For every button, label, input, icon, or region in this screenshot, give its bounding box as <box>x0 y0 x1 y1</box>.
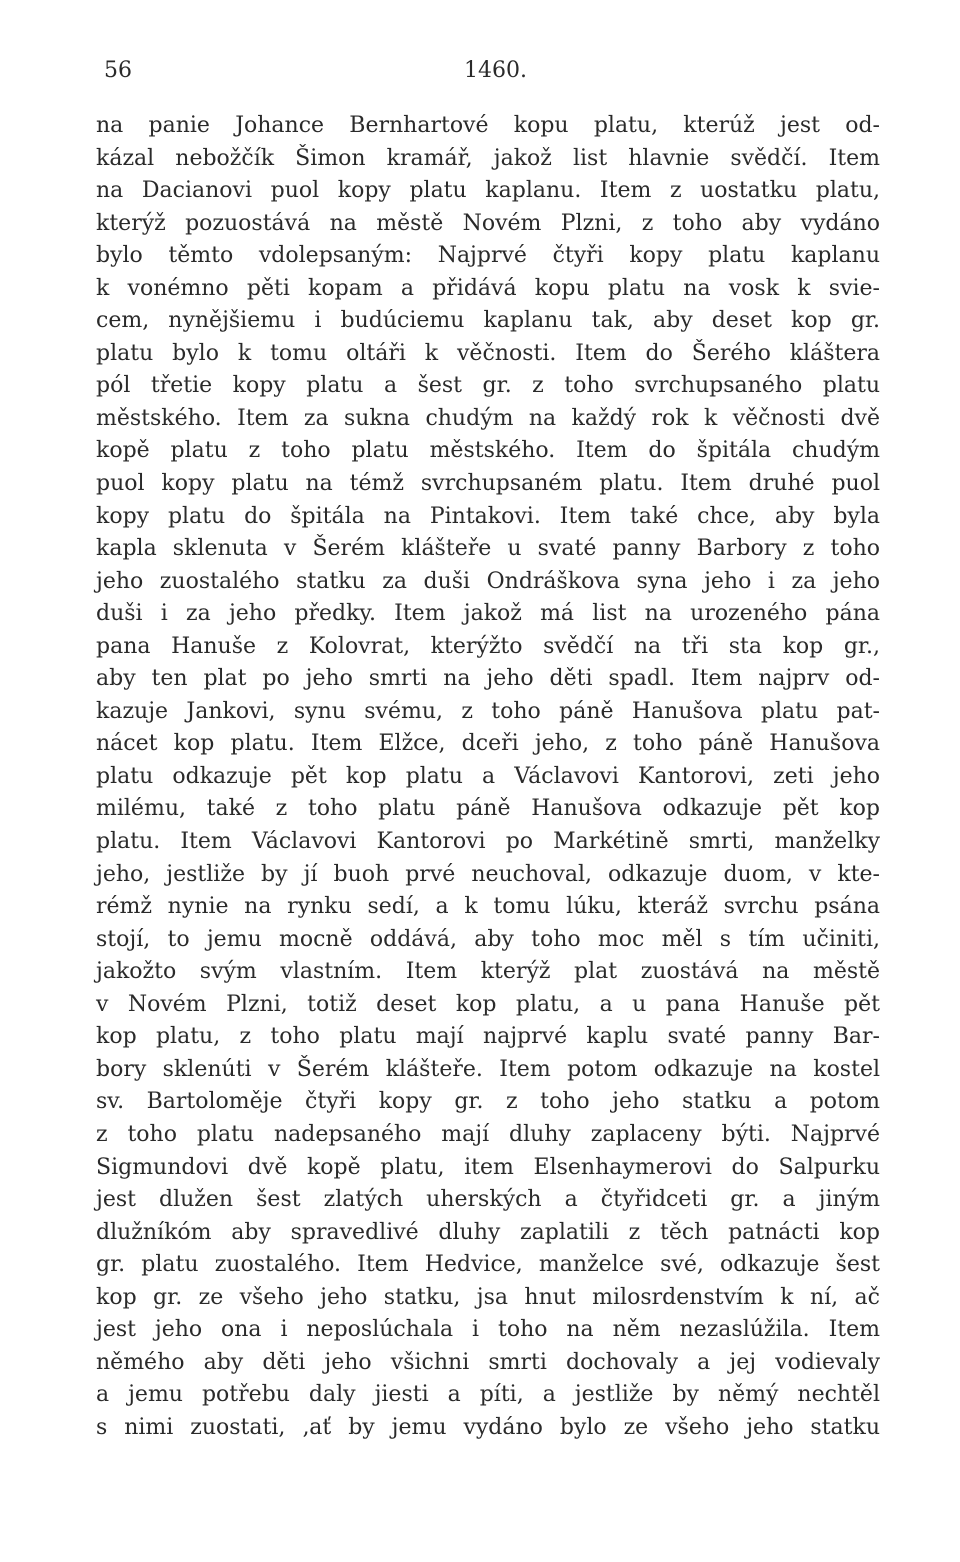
running-head-year: 1460. <box>464 58 527 83</box>
text-line: Sigmundovi dvě kopě platu, item Elsenhaymerovi do Salpurku <box>96 1154 880 1180</box>
text-line: rémž nynie na rynku sedí, a k tomu lúku, kteráž svrchu psána <box>96 894 880 920</box>
text-line: a jemu potřebu daly jiesti a píti, a jestliže by němý nechtěl <box>96 1382 880 1408</box>
text-line: kop platu, z toho platu mají najprvé kaplu svaté panny Bar- <box>96 1024 880 1050</box>
text-line: kopy platu do špitála na Pintakovi. Item také chce, aby byla <box>96 503 880 529</box>
text-line: jest dlužen šest zlatých uherských a čtyřidceti gr. a jiným <box>96 1187 880 1213</box>
text-line: platu bylo k tomu oltáři k věčnosti. Item do Šerého kláštera <box>96 340 880 366</box>
text-line: pól třetie kopy platu a šest gr. z toho svrchupsaného platu <box>96 373 880 399</box>
text-line: jeho zuostalého statku za duši Ondráškova syna jeho i za jeho <box>96 568 880 594</box>
text-line: jeho, jestliže by jí buoh prvé neuchoval, odkazuje duom, v kte- <box>96 861 880 887</box>
text-line: jest jeho ona i neposlúchala i toho na něm nezaslúžila. Item <box>96 1317 880 1343</box>
text-line: gr. platu zuostalého. Item Hedvice, manželce své, odkazuje šest <box>96 1252 880 1278</box>
text-line: pana Hanuše z Kolovrat, kterýžto svědčí na tři sta kop gr., <box>96 633 880 659</box>
text-line: kapla sklenuta v Šerém klášteře u svaté panny Barbory z toho <box>96 536 880 562</box>
text-line: platu. Item Václavovi Kantorovi po Markétině smrti, manželky <box>96 829 880 855</box>
text-line: puol kopy platu na témž svrchupsaném platu. Item druhé puol <box>96 471 880 497</box>
text-line: z toho platu nadepsaného mají dluhy zaplaceny býti. Najprvé <box>96 1121 880 1147</box>
text-line: dlužníkóm aby spravedlivé dluhy zaplatili z těch patnácti kop <box>96 1219 880 1245</box>
text-line: platu odkazuje pět kop platu a Václavovi Kantorovi, zeti jeho <box>96 763 880 789</box>
text-line: aby ten plat po jeho smrti na jeho děti spadl. Item najprv od- <box>96 666 880 692</box>
text-line: v Novém Plzni, totiž deset kop platu, a u pana Hanuše pět <box>96 991 880 1017</box>
text-line: kopě platu z toho platu městského. Item do špitála chudým <box>96 438 880 464</box>
text-line: kop gr. ze všeho jeho statku, jsa hnut milosrdenstvím k ní, ač <box>96 1284 880 1310</box>
text-line: nácet kop platu. Item Elžce, dceři jeho, z toho páně Hanušova <box>96 731 880 757</box>
text-line: bylo těmto vdolepsaným: Najprvé čtyři kopy platu kaplanu <box>96 243 880 269</box>
text-line: jakožto svým vlastním. Item kterýž plat zuostává na městě <box>96 959 880 985</box>
text-line: městského. Item za sukna chudým na každý rok k věčnosti dvě <box>96 405 880 431</box>
text-line: duši i za jeho předky. Item jakož má list na urozeného pána <box>96 601 880 627</box>
page-header <box>104 58 864 88</box>
text-line: kterýž pozuostává na městě Novém Plzni, z toho aby vydáno <box>96 210 880 236</box>
text-line: bory sklenúti v Šerém klášteře. Item potom odkazuje na kostel <box>96 1056 880 1082</box>
text-line: stojí, to jemu mocně oddává, aby toho moc měl s tím učiniti, <box>96 926 880 952</box>
text-line: cem, nynějšiemu i budúciemu kaplanu tak, aby deset kop gr. <box>96 308 880 334</box>
text-line: na panie Johance Bernhartové kopu platu, kterúž jest od- <box>96 113 880 138</box>
text-line: sv. Bartoloměje čtyři kopy gr. z toho jeho statku a potom <box>96 1089 880 1115</box>
text-line: milému, také z toho platu páně Hanušova odkazuje pět kop <box>96 796 880 822</box>
text-line: kazuje Jankovi, synu svému, z toho páně Hanušova platu pat- <box>96 698 880 724</box>
text-line: na Dacianovi puol kopy platu kaplanu. Item z uostatku platu, <box>96 178 880 204</box>
page-number: 56 <box>104 58 132 83</box>
text-line: s nimi zuostati, ‚ať by jemu vydáno bylo ze všeho jeho statku <box>96 1414 880 1440</box>
text-line: němého aby děti jeho všichni smrti dochovaly a jej vodievaly <box>96 1349 880 1375</box>
body-text <box>96 110 880 1444</box>
text-line: k vonémno pěti kopam a přidává kopu platu na vosk k svie- <box>96 275 880 301</box>
text-line: kázal nebožčík Šimon kramář, jakož list hlavnie svědčí. Item <box>96 145 880 171</box>
